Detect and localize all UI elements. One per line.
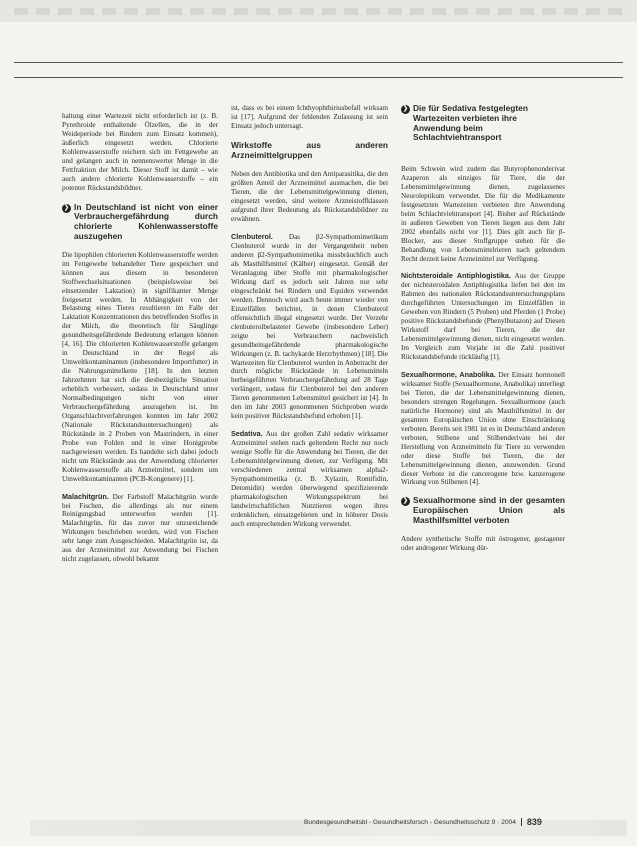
column-2 — [231, 104, 388, 529]
run-in-heading: Malachitgrün. — [62, 491, 109, 501]
run-in-heading: Sedativa. — [231, 429, 263, 439]
paragraph: Die lipophilen chlorierten Kohlenwasserstoffe werden im Fettgewebe behandelter Tiere gespeichert und können aus diesem in besonderen Stoffwechselsituationen (beispielsweise bei einsetzender Laktation) in signifikanter Menge freigesetzt werden. In Abhängigkeit von der Belastung eines Tieres resultieren im Falle der Laktation Konzentrationen des betreffenden Stoffes in der Milch, die theoretisch für Säuglinge gesundheitsgefährdende Bedeutung erlangen können [4, 16]. Die chlorierten Kohlenwasserstoffe gelangen in Deutschland in der Regel als Umweltkontaminanten (insbesondere Importfutter) in die Nahrungsmittelkette [18]. In den letzten Jahrzehnten hat sich die diesbezügliche Situation erheblich verbessert, sodass in Deutschland unter Normalbedingungen nicht von einer Verbrauchergefährdung auszugehen ist. Im Organschlachtverfahrungen konnten im Jahr 2002 (Nationale Rückstandsuntersuchungen) als Rückstände in 2 Proben von Mastrindern, in einer Probe von Fohlen und in einer Honigprobe nachgewiesen werden. Es handelte sich dabei jedoch nicht um Rückstände aus der Anwendung chlorierter Kohlenwasserstoffe als Arzneimittel, sondern um Umweltkontaminanten (PCB-Kongenere) [1]. — [62, 250, 219, 483]
paragraph: Andere synthetische Stoffe mit östrogener, gestagener oder androgener Wirkung dür- — [401, 534, 565, 552]
page-number: 839 — [526, 817, 542, 827]
section-heading: Wirkstoffe aus anderen Arzneimittelgruppen — [231, 139, 388, 160]
paragraph: Neben den Antibiotika und den Antiparasitika, die den größten Anteil der Arzneimittel ausmachen, die bei Tieren, die der Lebensmittelgewinnung dienen, eingesetzt werden, sind weitere Arzneistoffklassen aufgrund ihrer Bedeutung als Rückstandsbildner zu erwähnen. — [231, 170, 388, 224]
footer-divider — [521, 818, 522, 826]
paragraph: Sedativa. Aus der großen Zahl sedativ wirksamer Arzneimittel stehen nach geltendem Recht nur noch wenige Stoffe für die Anwendung bei Tieren, die der Lebensmittelgewinnung dienen, zur Verfügung. Mit verschiedenen zentral wirksamen alpha2-Sympathomimetika (z. B. Xylazin, Romifidin, Detomidin) werden überwiegend spezifizierende pharmakologischen Wirkungsspektrum bei landwirtschaftlichen Nutztieren wegen ihres erdenklichen, einsatzgebieten und in höherer Dosis auch entsprechenden Wirkung verwendet. — [231, 429, 388, 528]
journal-citation: Bundesgesundheitsbl - Gesundheitsforsch - Gesundheitsschutz 9 · 2004 — [304, 818, 516, 826]
paragraph: haltung einer Wartezeit nicht erforderlich ist (z. B. Pyrethroide enthaltende Ölzellen, die in der Weideperiode bei Rindern zum Einsatz kommen), äußerlich eingesetzt werden. Chlorierte Kohlenwasserstoffe reichern sich im Fettgewebe an und gelangen auch in nennenswerter Menge in die Fettfraktion der Milch. Dieser Stoff ist damit – wie auch andere chlorierte Kohlenwasserstoffe – ein potenter Rückstandsbildner. — [62, 112, 218, 192]
page-footer — [304, 817, 542, 827]
paragraph: Nichtsteroidale Antiphlogistika. Aus der Gruppe der nichtsteroidalen Antiphlogistika liefen bei den im Rahmen des nationalen Rückstandsuntersuchungsplans durchgeführten Untersuchungen im Einzelfällen in Geweben von Rindern (5 Proben) und Pferden (1 Probe) positive Rückstandsbefunde (Phenylbutazon) auf Diesen Wirkstoff darf bei Tieren, die der Lebensmittelgewinnung dienen, nicht eingesetzt werden. Im Vergleich zum Vorjahr ist die Zahl positiver Rückstandsbefunde rückläufig [1]. — [401, 271, 565, 362]
run-in-heading: Clenbuterol. — [231, 232, 273, 242]
run-in-heading: Sexualhormone, Anabolika. — [401, 370, 496, 380]
paragraph: Sexualhormone, Anabolika. Der Einsatz hormonell wirksamer Stoffe (Sexualhormone, Anabolika) unterliegt bei Tieren, die der Lebensmittelgewinnung dienen, besonders strengen Regelungen. Sexualhormone (auch natürliche Hormone) sind als Masthilfsmittel in der gesamten Europäischen Union ohne Einschränkung verboten. Bereits seit 1981 ist es in Deutschland anderen verboten, Stilbene und Stilbenderivate bei der Herstellung von Arzneimitteln für Tiere zu verwenden oder diese Stoffe bei Tieren, die der Lebensmittelgewinnung dienen, anzuwenden. Grund dieser Verbote ist die cancerogene bzw. kanzerogene Wirkung von Stilbenen [4]. — [401, 370, 565, 487]
top-scan-band — [0, 0, 637, 22]
arrow-bullet-icon: ❯ — [402, 106, 409, 112]
section-heading: ❯ Sexualhormone sind in der gesamten Europäischen Union als Masthilfsmittel verboten — [402, 495, 565, 525]
header-rule-bottom — [14, 77, 623, 78]
col3-heading-sedativa: ❯ Die für Sedativa festgelegten Wartezeiten verbieten ihre Anwendung beim Schlachtviehtransport — [402, 103, 528, 143]
arrow-bullet-icon: ❯ — [63, 204, 70, 211]
section-heading: ❯ In Deutschland ist nicht von einer Verbrauchergefährdung durch chlorierte Kohlenwasserstoffe auszugehen — [63, 201, 218, 241]
arrow-bullet-icon: ❯ — [402, 498, 409, 505]
paragraph: Beim Schwein wird zudem das Butyrophenonderivat Azaperon als einziges für Tiere, die der Lebensmittelgewinnung dienen, zugelassenes Neuroleptikum verwendet. Die für die Medikamente festgesetzten Wartezeiten verbieten ihre Anwendung beim Schlachtviehtransport [4]. Bisher auf Rückstände in außeren Geweben von Tieren liegen aus dem Jahr 2002 ebenfalls nicht vor [1]. Dies gilt auch für β-Blocker, aus dieser Stoffgruppe stehen für die Behandlung von Lebensmittelrieren nach geltendem Recht derzeit keine Arzneimittel zur Verfügung. — [401, 165, 565, 263]
paragraph: ist, dass es bei einem Ichthyophthiriusbefall wirksam ist [17]. Aufgrund der fehlenden Zulassung ist sein Einsatz jedoch untersagt. — [231, 104, 388, 130]
column-3 — [401, 165, 565, 553]
header-rule-top — [14, 62, 623, 63]
column-1 — [62, 112, 218, 564]
paragraph: Malachitgrün. Der Farbstoff Malachitgrün wurde bei Fischen, die allerdings als nur einem Reinigungsbad unterworfen werden [1]. Malachitgrün, für das zuvor nur unzureichende Wirkungen beschrieben worden, wird von Fischen sehr lange zum Ausgeschieden. Malachitgrün ist, da aus der Arzneimittel zur Anwendung bei Fischen nicht zugelassen, obwohl bekannt — [62, 491, 218, 564]
paragraph: Clenbuterol. Das β2-Sympathomimetikum Clenbuterol wurde in der Vergangenheit neben anderen β2-Sympathomimetika missbräuchlich auch als Masthilfsmittel (Kälber) eingesetzt. Gemäß der Veranlagung über Stoffe mit pharmakologischer Wirkung darf es jedoch seit Jahren nur sehr eingeschränkt bei Rindern und Equiden verwendet werden. Dennoch wird auch heute immer wieder von Einzelfällen berichtet, in denen Clenbuterol offensichtlich illegal eingesetzt wurde. Der Verzehr clenbuterolbelasteter Gewebe (insbesondere Leber) zeigte bei Verbrauchern nachweislich gesundheitsgefährdende pharmakologische Wirkungen (z. B. tachykarde Herzrhythmen) [18]. Die Wartezeiten für Clenbuterol wurden in Anbetracht der durch mögliche Rückstände in Lebensmitteln herbeigeführten Verbrauchergefährdung auf 28 Tage verlängert, sodass für Clenbuterol bei den anderen Tieren genommenen Lebensmittel gesichert ist [4]. In den im Jahr 2003 genommenen Stichproben wurde kein positiver Rückstandsbefund erhoben [1]. — [231, 232, 388, 421]
run-in-heading: Nichtsteroidale Antiphlogistika. — [401, 271, 511, 281]
